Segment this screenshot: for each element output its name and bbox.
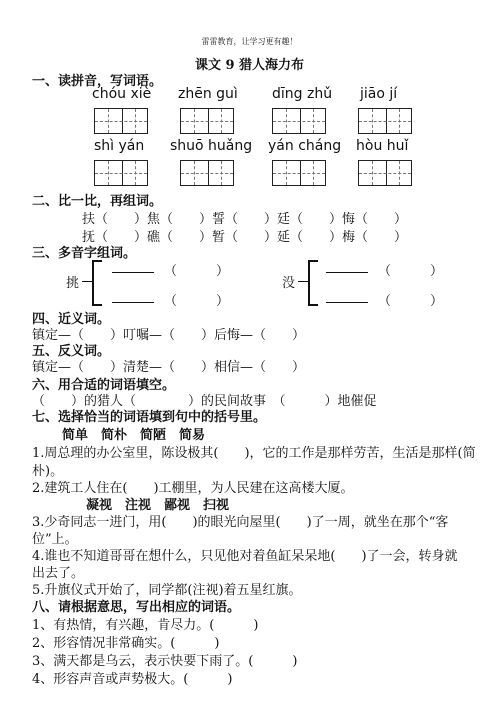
polyphone-char-left: 挑 [66, 276, 80, 291]
pinyin-4: jiāo jí [360, 86, 398, 102]
pinyin-1: chóu xiè [92, 86, 152, 102]
pinyin-6: shuō huǎng [170, 138, 253, 154]
section-2-heading: 二、比一比，再组词。 [32, 194, 163, 209]
writing-grid[interactable] [180, 108, 234, 134]
question-4-line-2: 出去了。 [32, 566, 85, 581]
writing-grid[interactable] [358, 160, 412, 186]
definition-item-2: 2、形容情况非常确实。( ) [32, 636, 220, 651]
paren-blank[interactable]: （ ） [378, 294, 444, 309]
blank-line[interactable] [326, 302, 368, 303]
compare-row-1: 扶（ ）焦（ ）誓（ ）廷（ ）悔（ ） [82, 212, 408, 227]
page-header: 雷雷教育，让学习更有趣！ [201, 37, 298, 46]
connector-line [298, 281, 308, 282]
pinyin-3: dīng zhǔ [272, 86, 333, 102]
connector-line [82, 281, 92, 282]
definition-item-3: 3、满天都是乌云，表示快要下雨了。( ) [32, 654, 298, 669]
fill-line: （ ）的猎人（ ）的民间故事 （ ）地催促 [32, 394, 377, 409]
section-8-heading: 八、请根据意思，写出相应的词语。 [32, 600, 241, 615]
question-4-line-1: 4.谁也不知道哥哥在想什么，只见他对着鱼缸呆呆地( )了一会，转身就 [32, 549, 458, 564]
section-6-heading: 六、用合适的词语填空。 [32, 378, 176, 393]
blank-line[interactable] [112, 272, 154, 273]
question-1-line-1: 1.周总理的办公室里，陈设极其( )，它的工作是那样劳苦，生活是那样(简 [32, 446, 476, 461]
pinyin-7: yán cháng [268, 138, 342, 154]
blank-line[interactable] [112, 302, 154, 303]
blank-line[interactable] [326, 272, 368, 273]
section-5-heading: 五、反义词。 [32, 344, 111, 359]
question-3-line-2: 位”上。 [32, 532, 78, 547]
pinyin-5: shì yán [94, 138, 145, 154]
writing-grid[interactable] [94, 160, 148, 186]
question-3-line-1: 3.少奇同志一进门，用( )的眼光向屋里( )了一周，就坐在那个“客 [32, 515, 449, 530]
writing-grid[interactable] [180, 160, 234, 186]
polyphone-char-right: 没 [282, 276, 296, 291]
compare-row-2: 抚（ ）礁（ ）暂（ ）延（ ）梅（ ） [82, 230, 408, 245]
section-7-heading: 七、选择恰当的词语填到句中的括号里。 [32, 410, 267, 425]
definition-item-4: 4、形容声音或声势极大。( ) [32, 672, 233, 687]
section-3-heading: 三、多音字组词。 [32, 246, 137, 261]
antonym-line: 镇定—（ ）清楚—（ ）相信—（ ） [32, 360, 306, 375]
paren-blank[interactable]: （ ） [164, 294, 230, 309]
page-title: 课文 9 猎人海力布 [194, 58, 305, 73]
question-5: 5.升旗仪式开始了，同学都(注视)着五星红旗。 [32, 583, 302, 598]
writing-grid[interactable] [272, 160, 326, 186]
brace-right [308, 260, 318, 306]
writing-grid[interactable] [94, 108, 148, 134]
brace-left [92, 260, 102, 306]
question-1-line-2: 朴)。 [32, 464, 64, 479]
word-bank-1: 简单 简朴 简陋 简易 [62, 428, 206, 443]
section-1-heading: 一、读拼音，写词语。 [32, 74, 163, 89]
paren-blank[interactable]: （ ） [164, 264, 230, 279]
definition-item-1: 1、有热情，有兴趣，肯尽力。( ) [32, 618, 259, 633]
word-bank-2: 凝视 注视 鄙视 扫视 [86, 498, 230, 513]
synonym-line: 镇定—（ ）叮嘱—（ ）后悔—（ ） [32, 328, 306, 343]
writing-grid[interactable] [272, 108, 326, 134]
paren-blank[interactable]: （ ） [378, 264, 444, 279]
question-2: 2.建筑工人住在( )工棚里，为人民建在这高楼大厦。 [32, 481, 354, 496]
section-4-heading: 四、近义词。 [32, 312, 111, 327]
writing-grid[interactable] [358, 108, 412, 134]
pinyin-2: zhēn guì [178, 86, 238, 102]
pinyin-8: hòu huǐ [356, 138, 409, 154]
